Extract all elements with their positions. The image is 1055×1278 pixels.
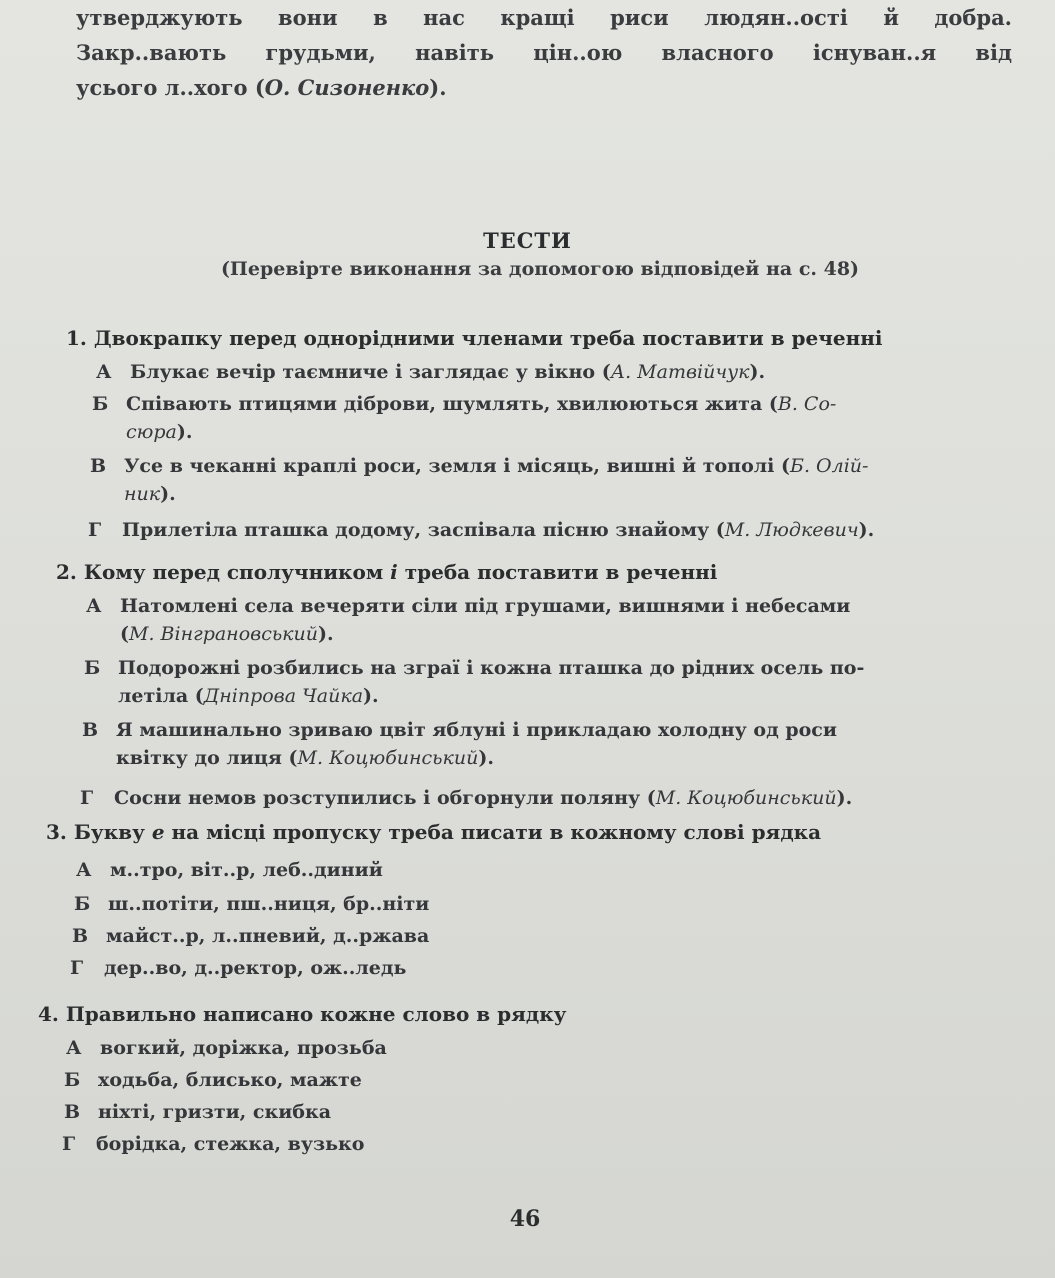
question-2: 2. Кому перед сполучником і треба поставити в реченні <box>56 560 718 584</box>
page-number: 46 <box>509 1206 541 1232</box>
section-subtitle: (Перевірте виконання за допомогою відповідей на с. 48) <box>220 258 860 280</box>
question-4: 4. Правильно написано кожне слово в рядку <box>38 1002 567 1026</box>
option-letter: В <box>90 455 107 477</box>
intro-paragraph <box>76 0 1012 105</box>
option-author-cont: ник <box>124 483 161 505</box>
option-letter: Г <box>70 957 84 979</box>
option-letter: А <box>96 361 112 383</box>
intro-line-1: утверджують вони в нас кращі риси людян..ості й добра. <box>76 5 1012 30</box>
option-author: М. Людкевич <box>724 519 859 541</box>
option-letter: А <box>86 595 102 617</box>
option-author: А. Матвійчук <box>610 361 750 383</box>
intro-author: О. Сизоненко <box>264 75 430 100</box>
question-1: 1. Двокрапку перед однорідними членами треба поставити в реченні <box>66 326 883 350</box>
option-author: Дніпрова Чайка <box>203 685 364 707</box>
option-letter: А <box>66 1037 82 1059</box>
option-letter: Г <box>80 787 94 809</box>
option-letter: Б <box>64 1069 81 1091</box>
option-letter: Б <box>92 393 109 415</box>
option-author: Б. Олій- <box>789 455 869 477</box>
textbook-page: утверджують вони в нас кращі риси людян..ості й добра. Закр..вають грудьми, навіть цін..ою власного існуван..я від усього л..хого (О. Сизоненко). ТЕСТИ (Перевірте виконання за допомогою відповідей на с. 48) 1. Двокрапку перед однорідними членами треба поставити в реченні А Блукає вечір таємниче і заглядає у вікно (А. Матвійчук). Б Співають птицями діброви, шумлять, хвилюються жита (В. Со- сюра). В Усе в чеканні краплі роси, земля і місяць, вишні й тополі (Б. Олій- ник). Г Прилетіла пташка додому, заспівала пісню знайому (М. Людкевич). 2. Кому перед сполучником і треба поставити в реченні А Натомлені села вечеряти сіли під грушами, вишнями і небесами (М. Вінграновський). Б Подорожні розбились на зграї і кожна пташка до рідних осель по- летіла (Дніпрова Чайка). В Я машинально зриваю цвіт яблуні і прикладаю холодну од роси квітку до лиця (М. Коцюбинський). Г Сосни немов розступились і обгорнули поляну (М. Коцюбинський). 3. Букву е на місці пропуску треба писати в кожному слові рядка А м..тро, віт..р, леб..диний Б ш..потіти, пш..ниця, бр..ніти В майст..р, л..пневий, д..ржава Г дер..во, д..ректор, ож..ледь 4. Правильно написано кожне слово в рядку А вогкий, доріжка, прозьба Б ходьба, блисько, мажте В ніхті, гризти, скибка Г борідка, стежка, вузько 46 <box>0 0 1055 1278</box>
intro-line-3-text: усього л..хого ( <box>76 75 265 100</box>
option-letter: Г <box>62 1133 76 1155</box>
option-author: В. Со- <box>777 393 837 415</box>
option-letter: Б <box>84 657 101 679</box>
option-letter: Г <box>88 519 102 541</box>
question-3-emphasis: е <box>151 820 165 844</box>
option-letter: В <box>64 1101 81 1123</box>
option-letter: В <box>72 925 89 947</box>
option-letter: В <box>82 719 99 741</box>
question-2-emphasis: і <box>390 560 398 584</box>
intro-line-3-end: ). <box>429 75 447 100</box>
option-author: М. Коцюбинський <box>297 747 479 769</box>
option-author: М. Вінграновський <box>129 623 318 645</box>
intro-line-3 <box>76 70 1012 105</box>
option-author-cont: сюра <box>126 421 177 443</box>
option-author: М. Коцюбинський <box>655 787 837 809</box>
option-letter: А <box>76 859 92 881</box>
section-title: ТЕСТИ <box>483 228 572 253</box>
intro-line-2: Закр..вають грудьми, навіть цін..ою власного існуван..я від <box>76 40 1012 65</box>
question-3: 3. Букву е на місці пропуску треба писати в кожному слові рядка <box>46 820 822 844</box>
option-letter: Б <box>74 893 91 915</box>
